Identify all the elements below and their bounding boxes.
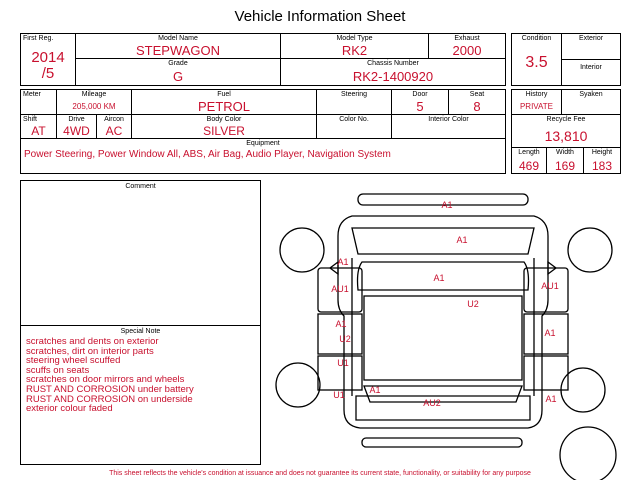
- aircon-label: Aircon: [104, 116, 124, 123]
- history-cell: [511, 89, 562, 115]
- door-value: 5: [416, 99, 424, 114]
- equipment-cell: [20, 138, 506, 174]
- special-note-line: steering wheel scuffed: [26, 355, 121, 367]
- model-type-label: Model Type: [336, 35, 373, 42]
- damage-mark-right-front-door: A1: [544, 328, 556, 338]
- tyre-front-left: [280, 228, 324, 272]
- fuel-value: PETROL: [197, 99, 250, 114]
- tailgate-outline: [356, 396, 530, 420]
- height-label: Height: [591, 149, 613, 156]
- length-value: 469: [518, 159, 540, 173]
- recycle-fee-label: Recycle Fee: [546, 116, 586, 123]
- damage-mark-right-rear: A1: [545, 394, 557, 404]
- exhaust-cell: [428, 33, 506, 59]
- drive-value: 4WD: [63, 124, 90, 138]
- damage-mark-tailgate: AU2: [423, 398, 441, 408]
- exhaust-label: Exhaust: [454, 35, 480, 42]
- condition-cell: [511, 33, 562, 86]
- special-note-label: Special Note: [120, 328, 161, 335]
- shift-value: AT: [31, 124, 46, 138]
- meter-label: Meter: [23, 91, 41, 98]
- special-note-line: scratches on door mirrors and wheels: [26, 374, 185, 386]
- steering-label: Steering: [340, 91, 368, 98]
- model-name-value: STEPWAGON: [135, 43, 221, 58]
- damage-mark-left-front-wheel: AU1: [331, 284, 349, 294]
- special-note-line: scuffs on seats: [26, 364, 90, 376]
- damage-mark-left-fender: A1: [337, 257, 349, 267]
- seat-cell: [448, 89, 506, 115]
- special-note-line: exterior colour faded: [26, 403, 113, 415]
- aircon-cell: [96, 114, 132, 139]
- exhaust-value: 2000: [452, 43, 482, 58]
- length-label: Length: [518, 149, 540, 156]
- mileage-cell: [56, 89, 132, 115]
- width-value: 169: [554, 159, 576, 173]
- interior-label: Interior: [580, 64, 602, 71]
- chassis-cell: [280, 58, 506, 86]
- special-note-box: [20, 325, 261, 465]
- shift-cell: [20, 114, 57, 139]
- damage-mark-left-front-door: A1: [335, 319, 347, 329]
- comment-label: Comment: [125, 183, 156, 190]
- damage-mark-right-front-wheel: AU1: [541, 281, 559, 291]
- grade-cell: [75, 58, 281, 86]
- condition-label: Condition: [521, 35, 552, 42]
- grade-value: G: [172, 69, 184, 84]
- chassis-value: RK2-1400920: [352, 69, 434, 84]
- special-note-line: RUST AND CORROSION on underside: [26, 393, 193, 405]
- damage-mark-windshield: A1: [433, 273, 445, 283]
- shift-label: Shift: [23, 116, 38, 123]
- tyre-rear-left: [276, 363, 320, 407]
- body-color-value: SILVER: [203, 124, 245, 138]
- width-label: Width: [556, 149, 574, 156]
- chassis-label: Chassis Number: [367, 60, 419, 67]
- damage-mark-left-rear-door: U1: [337, 358, 349, 368]
- roof-outline: [364, 296, 522, 380]
- interior-cell: [561, 59, 621, 86]
- syaken-cell: [561, 89, 621, 115]
- recycle-fee-value: 13,810: [544, 128, 588, 144]
- damage-mark-tailgate-left: A1: [369, 385, 381, 395]
- history-value: PRIVATE: [519, 102, 554, 111]
- special-note-line: scratches and dents on exterior: [26, 336, 159, 347]
- width-cell: [546, 147, 584, 174]
- body-color-cell: [131, 114, 317, 139]
- comment-box: [20, 180, 261, 326]
- interior-color-cell: [391, 114, 506, 139]
- aircon-value: AC: [105, 124, 123, 138]
- disclaimer-footer: This sheet reflects the vehicle's condition at issuance and does not guarantee its current state, functionality, or suitability for any purpose: [109, 470, 531, 477]
- special-note-list: [26, 337, 194, 414]
- drive-label: Drive: [68, 116, 85, 123]
- rear-window-outline: [364, 386, 522, 402]
- height-cell: [583, 147, 621, 174]
- page-title: Vehicle Information Sheet: [234, 8, 406, 25]
- exterior-label: Exterior: [578, 35, 604, 42]
- door-label: Door: [412, 91, 428, 98]
- model-type-cell: [280, 33, 429, 59]
- mileage-label: Mileage: [81, 91, 107, 98]
- first-reg-year: 2014: [31, 49, 65, 66]
- seat-value: 8: [473, 99, 481, 114]
- fuel-cell: [131, 89, 317, 115]
- hood-outline: [352, 228, 534, 254]
- interior-color-label: Interior Color: [428, 116, 469, 123]
- exterior-cell: [561, 33, 621, 60]
- special-note-line: RUST AND CORROSION under battery: [26, 383, 194, 395]
- damage-mark-hood: A1: [456, 235, 468, 245]
- model-type-value: RK2: [341, 43, 368, 58]
- seat-label: Seat: [469, 91, 485, 98]
- grade-label: Grade: [168, 60, 188, 67]
- model-name-cell: [75, 33, 281, 59]
- history-label: History: [525, 91, 548, 98]
- color-no-cell: [316, 114, 392, 139]
- rear-bumper-outline: [362, 438, 522, 447]
- condition-value: 3.5: [525, 54, 548, 71]
- damage-mark-front-bumper: A1: [441, 200, 453, 210]
- tyre-front-right: [568, 228, 612, 272]
- first-reg-month: /5: [41, 65, 55, 82]
- first-reg-label: First Reg.: [23, 35, 54, 42]
- meter-cell: [20, 89, 57, 115]
- height-value: 183: [591, 159, 613, 173]
- color-no-label: Color No.: [339, 116, 369, 123]
- recycle-fee-cell: [511, 114, 621, 148]
- drive-cell: [56, 114, 97, 139]
- equipment-value: Power Steering, Power Window All, ABS, Air Bag, Audio Player, Navigation System: [24, 149, 391, 160]
- damage-mark-left-door-dent: U2: [339, 334, 351, 344]
- car-damage-diagram: [270, 180, 625, 480]
- syaken-label: Syaken: [579, 91, 603, 98]
- damage-mark-roof: U2: [467, 299, 479, 309]
- mileage-value: 205,000 KM: [72, 102, 116, 111]
- special-note-line: scratches, dirt on interior parts: [26, 345, 154, 357]
- first-reg-cell: [20, 33, 76, 86]
- fuel-label: Fuel: [217, 91, 231, 98]
- body-color-label: Body Color: [206, 116, 242, 123]
- equipment-label: Equipment: [246, 140, 280, 147]
- damage-mark-left-rear-wheel: U1: [333, 390, 345, 400]
- model-name-label: Model Name: [158, 35, 198, 42]
- steering-cell: [316, 89, 392, 115]
- door-cell: [391, 89, 449, 115]
- length-cell: [511, 147, 547, 174]
